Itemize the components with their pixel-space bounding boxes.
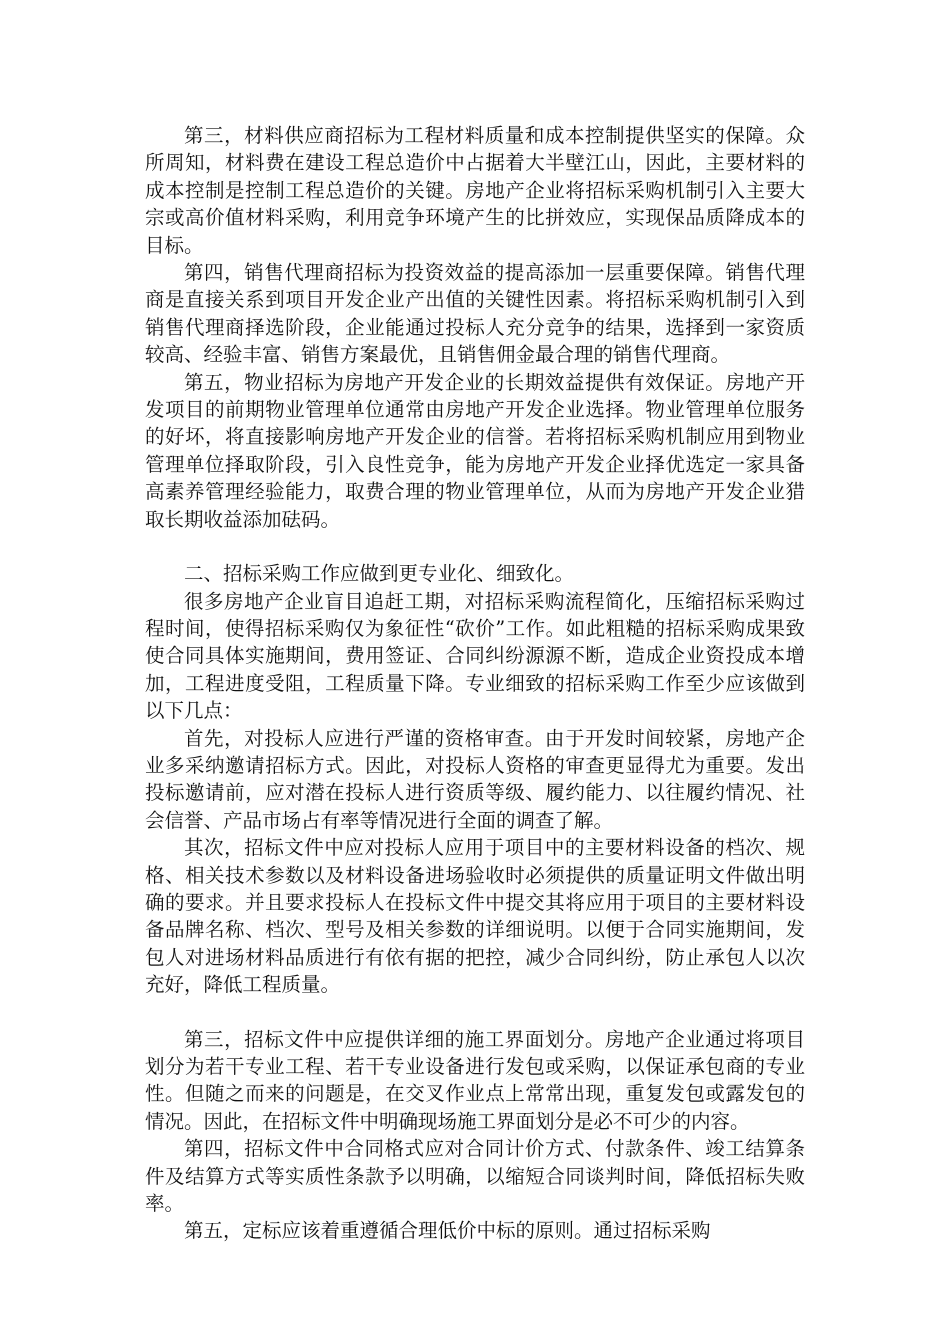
paragraph-qualification-review: 首先，对投标人应进行严谨的资格审查。由于开发时间较紧，房地产企业多采纳邀请招标方式。因此，对投标人资格的审查更显得尤为重要。发出投标邀请前，应对潜在投标人进行资质等级、履约能力、以往履约情况、社会信誉、产品市场占有率等情况进行全面的调查了解。 xyxy=(145,726,805,832)
paragraph-award-principle: 第五，定标应该着重遵循合理低价中标的原则。通过招标采购 xyxy=(184,1219,711,1243)
paragraph-spacer xyxy=(145,533,805,560)
paragraph-spacer xyxy=(145,999,805,1026)
document-body xyxy=(145,122,805,1245)
paragraph-sales-agent: 第四，销售代理商招标为投资效益的提高添加一层重要保障。销售代理商是直接关系到项目开发企业产出值的关键性因素。将招标采购机制引入到销售代理商择选阶段，企业能通过投标人充分竞争的结果，选择到一家资质较高、经验丰富、销售方案最优，且销售佣金最合理的销售代理商。 xyxy=(145,261,805,367)
section-heading-two: 二、招标采购工作应做到更专业化、细致化。 xyxy=(184,562,575,586)
paragraph-contract-format: 第四，招标文件中合同格式应对合同计价方式、付款条件、竣工结算条件及结算方式等实质性条款予以明确，以缩短合同谈判时间，降低招标失败率。 xyxy=(145,1137,805,1216)
paragraph-property-management: 第五，物业招标为房地产开发企业的长期效益提供有效保证。房地产开发项目的前期物业管理单位通常由房地产开发企业选择。物业管理单位服务的好坏，将直接影响房地产开发企业的信誉。若将招标采购机制应用到物业管理单位择取阶段，引入良性竞争，能为房地产开发企业择优选定一家具备高素养管理经验能力，取费合理的物业管理单位，从而为房地产开发企业猎取长期收益添加砝码。 xyxy=(145,370,805,531)
paragraph-material-requirements: 其次，招标文件中应对投标人应用于项目中的主要材料设备的档次、规格、相关技术参数以及材料设备进场验收时必须提供的质量证明文件做出明确的要求。并且要求投标人在投标文件中提交其将应用于项目的主要材料设备品牌名称、档次、型号及相关参数的详细说明。以便于合同实施期间，发包人对进场材料品质进行有依有据的把控，减少合同纠纷，防止承包人以次充好，降低工程质量。 xyxy=(145,836,805,997)
paragraph-construction-interface: 第三，招标文件中应提供详细的施工界面划分。房地产企业通过将项目划分为若干专业工程、若干专业设备进行发包或采购，以保证承包商的专业性。但随之而来的问题是，在交叉作业点上常常出现，重复发包或露发包的情况。因此，在招标文件中明确现场施工界面划分是必不可少的内容。 xyxy=(145,1027,805,1133)
paragraph-materials-supplier: 第三，材料供应商招标为工程材料质量和成本控制提供坚实的保障。众所周知，材料费在建设工程总造价中占据着大半壁江山，因此，主要材料的成本控制是控制工程总造价的关键。房地产企业将招标采购机制引入主要大宗或高价值材料采购，利用竞争环境产生的比拼效应，实现保品质降成本的目标。 xyxy=(145,124,805,257)
paragraph-rushed-procurement: 很多房地产企业盲目追赶工期，对招标采购流程简化，压缩招标采购过程时间，使得招标采购仅为象征性“砍价”工作。如此粗糙的招标采购成果致使合同具体实施期间，费用签证、合同纠纷源源不断，造成企业资投成本增加，工程进度受阻，工程质量下降。专业细致的招标采购工作至少应该做到以下几点： xyxy=(145,589,805,723)
